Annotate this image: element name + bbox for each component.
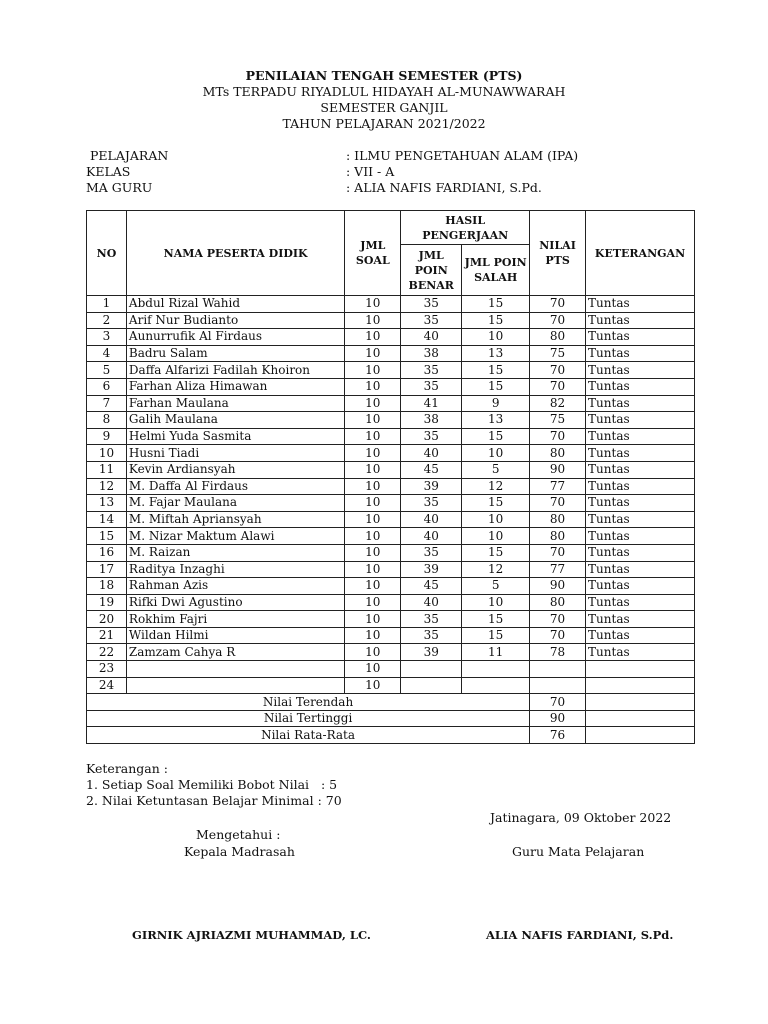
cell-salah: 10 <box>462 528 530 545</box>
cell-jml-soal: 10 <box>345 345 401 362</box>
cell-salah: 5 <box>462 461 530 478</box>
table-row <box>87 511 695 528</box>
table-row <box>87 594 695 611</box>
table-row <box>87 445 695 462</box>
col-header-salah: JML POIN SALAH <box>462 245 530 296</box>
cell-name: Rifki Dwi Agustino <box>126 594 344 611</box>
info-row-class <box>86 164 686 180</box>
mengetahui-label: Mengetahui : <box>196 827 281 842</box>
cell-benar: 35 <box>401 611 462 628</box>
note-item: 2. Nilai Ketuntasan Belajar Minimal : 70 <box>86 793 342 808</box>
cell-no: 18 <box>87 578 127 595</box>
cell-no: 2 <box>87 312 127 329</box>
cell-no: 17 <box>87 561 127 578</box>
cell-name: Husni Tiadi <box>126 445 344 462</box>
cell-benar: 38 <box>401 345 462 362</box>
cell-salah: 5 <box>462 578 530 595</box>
cell-salah: 15 <box>462 611 530 628</box>
cell-nilai: 80 <box>530 594 586 611</box>
cell-nilai: 70 <box>530 428 586 445</box>
cell-no: 1 <box>87 296 127 313</box>
cell-jml-soal: 10 <box>345 461 401 478</box>
cell-jml-soal: 10 <box>345 412 401 429</box>
cell-salah: 15 <box>462 627 530 644</box>
cell-no: 24 <box>87 677 127 694</box>
cell-name: Wildan Hilmi <box>126 627 344 644</box>
cell-no: 21 <box>87 627 127 644</box>
cell-benar: 39 <box>401 644 462 661</box>
cell-no: 9 <box>87 428 127 445</box>
table-row <box>87 578 695 595</box>
cell-nilai: 80 <box>530 528 586 545</box>
cell-nilai: 70 <box>530 611 586 628</box>
cell-nilai: 70 <box>530 312 586 329</box>
cell-keterangan: Tuntas <box>586 378 695 395</box>
cell-nilai <box>530 677 586 694</box>
cell-keterangan: Tuntas <box>586 511 695 528</box>
cell-keterangan: Tuntas <box>586 445 695 462</box>
cell-jml-soal: 10 <box>345 428 401 445</box>
cell-jml-soal: 10 <box>345 677 401 694</box>
table-row <box>87 627 695 644</box>
info-label: PELAJARAN <box>90 148 169 163</box>
cell-benar: 40 <box>401 594 462 611</box>
cell-keterangan: Tuntas <box>586 461 695 478</box>
info-row-subject <box>90 148 690 164</box>
cell-nilai: 78 <box>530 644 586 661</box>
cell-name <box>126 677 344 694</box>
cell-name: Daffa Alfarizi Fadilah Khoiron <box>126 362 344 379</box>
cell-salah <box>462 677 530 694</box>
cell-jml-soal: 10 <box>345 561 401 578</box>
left-signer-name: GIRNIK AJRIAZMI MUHAMMAD, LC. <box>132 928 371 942</box>
cell-name: Raditya Inzaghi <box>126 561 344 578</box>
info-value: : VII - A <box>346 164 395 179</box>
cell-benar: 35 <box>401 428 462 445</box>
cell-salah: 13 <box>462 412 530 429</box>
semester-label: SEMESTER GANJIL <box>320 100 448 115</box>
cell-jml-soal: 10 <box>345 544 401 561</box>
cell-nilai <box>530 661 586 678</box>
info-block <box>86 148 686 196</box>
cell-nilai: 70 <box>530 495 586 512</box>
cell-keterangan: Tuntas <box>586 561 695 578</box>
cell-name: Kevin Ardiansyah <box>126 461 344 478</box>
table-row <box>87 329 695 346</box>
cell-salah: 15 <box>462 362 530 379</box>
table-row <box>87 296 695 313</box>
cell-no: 14 <box>87 511 127 528</box>
cell-keterangan: Tuntas <box>586 428 695 445</box>
cell-benar: 35 <box>401 378 462 395</box>
summary-value: 76 <box>530 727 586 744</box>
cell-keterangan <box>586 661 695 678</box>
table-row <box>87 362 695 379</box>
cell-nilai: 70 <box>530 362 586 379</box>
summary-value: 90 <box>530 710 586 727</box>
cell-benar: 40 <box>401 445 462 462</box>
table-row <box>87 378 695 395</box>
cell-name: Rokhim Fajri <box>126 611 344 628</box>
cell-no: 4 <box>87 345 127 362</box>
table-row <box>87 528 695 545</box>
summary-row <box>87 727 695 744</box>
cell-nilai: 80 <box>530 511 586 528</box>
cell-salah: 10 <box>462 511 530 528</box>
cell-no: 19 <box>87 594 127 611</box>
cell-salah <box>462 661 530 678</box>
cell-salah: 10 <box>462 445 530 462</box>
cell-jml-soal: 10 <box>345 312 401 329</box>
cell-name: Aunurrufik Al Firdaus <box>126 329 344 346</box>
note-item: 1. Setiap Soal Memiliki Bobot Nilai : 5 <box>86 777 338 792</box>
summary-label: Nilai Terendah <box>87 694 530 711</box>
summary-rows <box>87 694 695 744</box>
cell-keterangan: Tuntas <box>586 478 695 495</box>
summary-empty-cell <box>586 694 695 711</box>
document-title: PENILAIAN TENGAH SEMESTER (PTS) <box>245 68 523 83</box>
table-row <box>87 544 695 561</box>
cell-keterangan: Tuntas <box>586 611 695 628</box>
school-name: MTs TERPADU RIYADLUL HIDAYAH AL-MUNAWWARAH <box>202 84 566 99</box>
cell-keterangan: Tuntas <box>586 578 695 595</box>
cell-benar: 35 <box>401 362 462 379</box>
cell-no: 23 <box>87 661 127 678</box>
cell-benar: 41 <box>401 395 462 412</box>
table-row <box>87 461 695 478</box>
cell-benar <box>401 677 462 694</box>
table-row <box>87 312 695 329</box>
cell-name: M. Raizan <box>126 544 344 561</box>
cell-benar <box>401 661 462 678</box>
cell-salah: 13 <box>462 345 530 362</box>
cell-keterangan <box>586 677 695 694</box>
cell-no: 11 <box>87 461 127 478</box>
cell-name: M. Daffa Al Firdaus <box>126 478 344 495</box>
notes-title: Keterangan : <box>86 761 168 776</box>
cell-benar: 39 <box>401 478 462 495</box>
cell-nilai: 75 <box>530 345 586 362</box>
cell-salah: 10 <box>462 594 530 611</box>
cell-benar: 39 <box>401 561 462 578</box>
col-header-benar: JML POIN BENAR <box>401 245 462 296</box>
cell-jml-soal: 10 <box>345 296 401 313</box>
cell-jml-soal: 10 <box>345 528 401 545</box>
cell-salah: 15 <box>462 312 530 329</box>
notes-block <box>86 761 342 809</box>
cell-nilai: 70 <box>530 544 586 561</box>
cell-no: 20 <box>87 611 127 628</box>
cell-no: 10 <box>87 445 127 462</box>
cell-name: Badru Salam <box>126 345 344 362</box>
cell-benar: 38 <box>401 412 462 429</box>
cell-salah: 9 <box>462 395 530 412</box>
cell-jml-soal: 10 <box>345 378 401 395</box>
cell-jml-soal: 10 <box>345 611 401 628</box>
cell-benar: 40 <box>401 511 462 528</box>
cell-no: 3 <box>87 329 127 346</box>
cell-name: M. Miftah Apriansyah <box>126 511 344 528</box>
cell-no: 15 <box>87 528 127 545</box>
info-value: : ALIA NAFIS FARDIANI, S.Pd. <box>346 180 542 195</box>
summary-row <box>87 710 695 727</box>
cell-name: M. Fajar Maulana <box>126 495 344 512</box>
cell-jml-soal: 10 <box>345 362 401 379</box>
cell-jml-soal: 10 <box>345 495 401 512</box>
table-row <box>87 428 695 445</box>
cell-salah: 15 <box>462 544 530 561</box>
summary-label: Nilai Rata-Rata <box>87 727 530 744</box>
info-label: MA GURU <box>86 180 153 195</box>
cell-nilai: 77 <box>530 478 586 495</box>
cell-name: M. Nizar Maktum Alawi <box>126 528 344 545</box>
cell-name: Rahman Azis <box>126 578 344 595</box>
cell-no: 13 <box>87 495 127 512</box>
cell-nilai: 70 <box>530 378 586 395</box>
col-header-no: NO <box>87 211 127 296</box>
left-signer-role: Kepala Madrasah <box>184 844 295 859</box>
table-row <box>87 395 695 412</box>
cell-benar: 35 <box>401 296 462 313</box>
cell-keterangan: Tuntas <box>586 296 695 313</box>
cell-jml-soal: 10 <box>345 511 401 528</box>
cell-salah: 10 <box>462 329 530 346</box>
table-row <box>87 412 695 429</box>
cell-salah: 12 <box>462 478 530 495</box>
cell-jml-soal: 10 <box>345 661 401 678</box>
cell-jml-soal: 10 <box>345 395 401 412</box>
cell-keterangan: Tuntas <box>586 544 695 561</box>
document-header <box>0 68 768 132</box>
cell-name: Farhan Maulana <box>126 395 344 412</box>
cell-keterangan: Tuntas <box>586 362 695 379</box>
cell-jml-soal: 10 <box>345 578 401 595</box>
cell-jml-soal: 10 <box>345 445 401 462</box>
academic-year: TAHUN PELAJARAN 2021/2022 <box>282 116 486 131</box>
cell-nilai: 77 <box>530 561 586 578</box>
cell-benar: 40 <box>401 329 462 346</box>
cell-name: Zamzam Cahya R <box>126 644 344 661</box>
col-header-name: NAMA PESERTA DIDIK <box>126 211 344 296</box>
place-date: Jatinagara, 09 Oktober 2022 <box>490 810 672 825</box>
cell-nilai: 90 <box>530 578 586 595</box>
cell-nilai: 82 <box>530 395 586 412</box>
cell-salah: 15 <box>462 495 530 512</box>
cell-jml-soal: 10 <box>345 478 401 495</box>
table-row <box>87 495 695 512</box>
info-label: KELAS <box>86 164 131 179</box>
cell-benar: 35 <box>401 312 462 329</box>
cell-jml-soal: 10 <box>345 644 401 661</box>
cell-no: 16 <box>87 544 127 561</box>
cell-benar: 35 <box>401 544 462 561</box>
cell-keterangan: Tuntas <box>586 644 695 661</box>
cell-salah: 11 <box>462 644 530 661</box>
cell-jml-soal: 10 <box>345 594 401 611</box>
cell-no: 22 <box>87 644 127 661</box>
grades-table <box>86 210 695 744</box>
table-row <box>87 644 695 661</box>
cell-name <box>126 661 344 678</box>
cell-nilai: 70 <box>530 627 586 644</box>
summary-empty-cell <box>586 727 695 744</box>
cell-nilai: 75 <box>530 412 586 429</box>
cell-salah: 15 <box>462 378 530 395</box>
cell-benar: 35 <box>401 495 462 512</box>
cell-name: Arif Nur Budianto <box>126 312 344 329</box>
col-header-keterangan: KETERANGAN <box>586 211 695 296</box>
cell-salah: 15 <box>462 296 530 313</box>
info-value: : ILMU PENGETAHUAN ALAM (IPA) <box>346 148 579 163</box>
cell-jml-soal: 10 <box>345 329 401 346</box>
cell-name: Farhan Aliza Himawan <box>126 378 344 395</box>
cell-benar: 40 <box>401 528 462 545</box>
cell-salah: 15 <box>462 428 530 445</box>
cell-name: Galih Maulana <box>126 412 344 429</box>
info-row-teacher <box>86 180 686 196</box>
cell-keterangan: Tuntas <box>586 329 695 346</box>
summary-label: Nilai Tertinggi <box>87 710 530 727</box>
cell-no: 8 <box>87 412 127 429</box>
cell-keterangan: Tuntas <box>586 395 695 412</box>
cell-no: 7 <box>87 395 127 412</box>
cell-no: 12 <box>87 478 127 495</box>
summary-row <box>87 694 695 711</box>
cell-keterangan: Tuntas <box>586 345 695 362</box>
cell-nilai: 80 <box>530 329 586 346</box>
cell-keterangan: Tuntas <box>586 412 695 429</box>
cell-no: 5 <box>87 362 127 379</box>
cell-keterangan: Tuntas <box>586 627 695 644</box>
table-row <box>87 561 695 578</box>
cell-nilai: 70 <box>530 296 586 313</box>
right-signer-name: ALIA NAFIS FARDIANI, S.Pd. <box>486 928 674 942</box>
table-row <box>87 661 695 678</box>
cell-nilai: 90 <box>530 461 586 478</box>
table-row <box>87 677 695 694</box>
col-header-hasil: HASIL PENGERJAAN <box>401 211 530 245</box>
cell-benar: 45 <box>401 461 462 478</box>
cell-benar: 35 <box>401 627 462 644</box>
table-row <box>87 345 695 362</box>
cell-keterangan: Tuntas <box>586 312 695 329</box>
cell-keterangan: Tuntas <box>586 528 695 545</box>
student-rows <box>87 296 695 694</box>
cell-name: Helmi Yuda Sasmita <box>126 428 344 445</box>
table-row <box>87 611 695 628</box>
cell-nilai: 80 <box>530 445 586 462</box>
cell-benar: 45 <box>401 578 462 595</box>
summary-value: 70 <box>530 694 586 711</box>
cell-jml-soal: 10 <box>345 627 401 644</box>
cell-keterangan: Tuntas <box>586 495 695 512</box>
cell-name: Abdul Rizal Wahid <box>126 296 344 313</box>
summary-empty-cell <box>586 710 695 727</box>
cell-salah: 12 <box>462 561 530 578</box>
cell-keterangan: Tuntas <box>586 594 695 611</box>
col-header-nilai: NILAI PTS <box>530 211 586 296</box>
col-header-jml-soal: JML SOAL <box>345 211 401 296</box>
table-row <box>87 478 695 495</box>
right-signer-role: Guru Mata Pelajaran <box>512 844 645 859</box>
cell-no: 6 <box>87 378 127 395</box>
